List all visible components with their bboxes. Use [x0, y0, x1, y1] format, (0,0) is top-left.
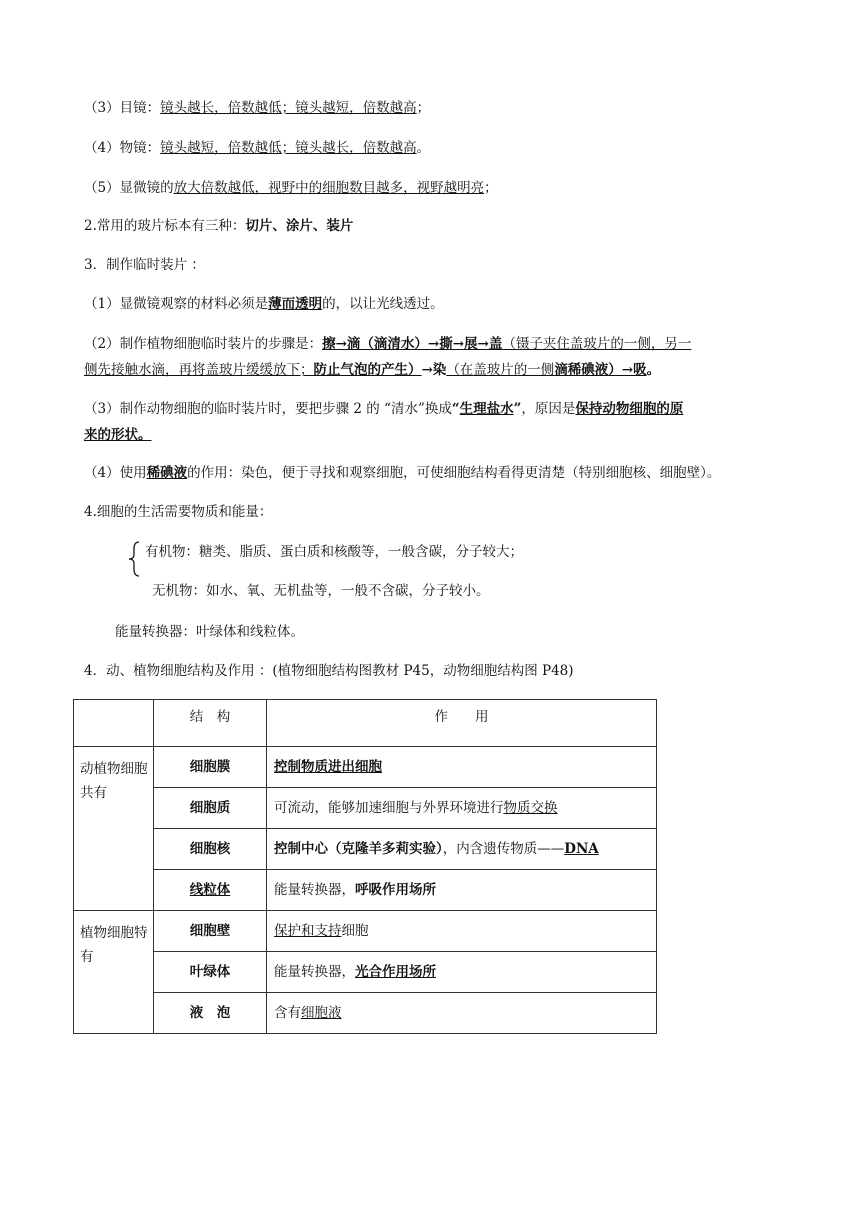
table-header-structure	[154, 700, 267, 747]
underlined-text: 物质交换	[503, 800, 558, 816]
bold-underlined-text: 保持动物细胞的原	[575, 401, 684, 417]
text: （5）显微镜的	[84, 180, 174, 196]
text: ；	[416, 100, 431, 116]
underlined-text: （在盖玻片的一侧	[446, 362, 555, 378]
table-header-row	[74, 700, 657, 747]
bold-underlined-text: 薄而透明	[268, 296, 323, 312]
magnification-line	[84, 178, 498, 198]
text: 的，以让光线透过。	[322, 296, 444, 312]
step-4-line	[84, 463, 720, 483]
bold-underlined-text: 滴稀碘液）→吸	[554, 362, 647, 378]
header-label: 作 用	[434, 709, 489, 725]
function-cell	[267, 952, 657, 993]
organic-matter-line	[145, 542, 523, 562]
step-2-continued-line	[84, 360, 660, 380]
bold-underlined-text: 光合作用场所	[355, 964, 436, 980]
text: （4）物镜：	[84, 140, 161, 156]
bold-underlined-text: 擦→滴（滴清水）→撕→展→盖	[322, 336, 503, 352]
text: 4．动、植物细胞结构及作用 ：(植物细胞结构图教材 P45，动物细胞结构图 P48)	[84, 663, 574, 679]
energy-converter-line	[115, 622, 304, 642]
bold-text: 控制中心（克隆羊多莉实验）	[274, 841, 443, 857]
function-cell	[267, 788, 657, 829]
bold-text: ”	[513, 401, 522, 417]
structure-name: 细胞壁	[189, 923, 231, 939]
header-label: 结 构	[189, 709, 231, 725]
structure-name: 细胞膜	[189, 759, 231, 775]
text: （3）目镜：	[84, 100, 161, 116]
function-cell	[267, 747, 657, 788]
text: 能量转换器：叶绿体和线粒体。	[115, 624, 304, 640]
text: （1）显微镜观察的材料必须是	[84, 296, 269, 312]
text: （4）使用	[84, 465, 147, 481]
cell-structure-heading	[84, 661, 574, 681]
bold-underlined-text: 生理盐水	[459, 401, 514, 417]
group-text: 植物细胞特有	[80, 925, 148, 965]
table-row	[74, 870, 657, 911]
table-row	[74, 788, 657, 829]
group-text: 动植物细胞共有	[80, 761, 148, 801]
underlined-text: 镜头越短，倍数越低；镜头越长，倍数越高	[160, 140, 417, 156]
structure-name: 细胞质	[189, 800, 231, 816]
text: 。	[646, 362, 661, 378]
bold-text: 切片、涂片、装片	[245, 218, 354, 234]
table-row	[74, 747, 657, 788]
inorganic-matter-line	[152, 581, 490, 601]
underlined-text: 放大倍数越低，视野中的细胞数目越多，视野越明亮	[173, 180, 485, 196]
text: 能量转换器，	[274, 964, 355, 980]
text: ，原因是	[521, 401, 576, 417]
slide-types-line	[84, 216, 353, 236]
structure-name: 细胞核	[189, 841, 231, 857]
bold-underlined-text: 控制物质进出细胞	[274, 759, 382, 775]
structure-name: 线粒体	[189, 882, 231, 898]
group-label-shared	[74, 747, 154, 911]
step-3-continued-line	[84, 425, 152, 445]
curly-brace-icon	[128, 541, 140, 577]
text: ；	[484, 180, 498, 196]
underlined-text: 细胞液	[301, 1005, 342, 1021]
structure-cell	[154, 993, 267, 1034]
step-2-line	[84, 334, 691, 354]
underlined-text: 侧先接触水滴，再将盖玻片缓缓放下；	[84, 362, 314, 378]
structure-name: 液 泡	[189, 1005, 231, 1021]
function-cell	[267, 993, 657, 1034]
table-header-empty	[74, 700, 154, 747]
text: 4.细胞的生活需要物质和能量：	[84, 504, 273, 520]
structure-cell	[154, 870, 267, 911]
text: （3）制作动物细胞的临时装片时，要把步骤 2 的 “清水”换成	[84, 401, 452, 417]
text: 有机物：糖类、脂质、蛋白质和核酸等，一般含碳，分子较大；	[145, 544, 523, 560]
function-cell	[267, 870, 657, 911]
structure-cell	[154, 788, 267, 829]
table-row	[74, 911, 657, 952]
table-row	[74, 993, 657, 1034]
function-cell	[267, 911, 657, 952]
text: 细胞	[341, 923, 369, 939]
bold-underlined-text: 防止气泡的产生）	[313, 362, 422, 378]
group-label-plant-only	[74, 911, 154, 1034]
text: 能量转换器，	[274, 882, 355, 898]
text: 无机物：如水、氧、无机盐等，一般不含碳，分子较小。	[152, 583, 490, 599]
section-heading-temporary-slide	[84, 255, 205, 275]
text: （2）制作植物细胞临时装片的步骤是：	[84, 336, 323, 352]
bold-underlined-text: 稀碘液	[146, 465, 188, 481]
structure-name: 叶绿体	[189, 964, 231, 980]
structure-cell	[154, 911, 267, 952]
bold-underlined-text: DNA	[564, 841, 599, 857]
cell-structure-table	[73, 699, 657, 1034]
table-row	[74, 952, 657, 993]
text: 含有	[274, 1005, 301, 1021]
text: 的作用：染色，便于寻找和观察细胞，可使细胞结构看得更清楚（特别细胞核、细胞壁）。	[187, 465, 721, 481]
step-3-line	[84, 399, 683, 419]
structure-cell	[154, 829, 267, 870]
text: 3．制作临时装片 ：	[84, 257, 205, 273]
table-row	[74, 829, 657, 870]
underlined-text: （镊子夹住盖玻片的一侧，另一	[502, 336, 692, 352]
eyepiece-line	[84, 98, 430, 118]
underlined-text: 保护和支持	[274, 923, 342, 939]
bold-text: “	[451, 401, 460, 417]
matter-energy-heading	[84, 502, 272, 522]
table-header-function	[267, 700, 657, 747]
bold-text: →染	[421, 362, 447, 378]
text: 2.常用的玻片标本有三种：	[84, 218, 246, 234]
step-1-line	[84, 294, 444, 314]
bold-underlined-text: 来的形状。	[84, 427, 152, 443]
function-cell	[267, 829, 657, 870]
text: 。	[416, 140, 431, 156]
text: ，内含遗传物质——	[442, 841, 565, 857]
bold-text: 呼吸作用场所	[355, 882, 436, 898]
objective-line	[84, 138, 430, 158]
text: 可流动，能够加速细胞与外界环境进行	[274, 800, 504, 816]
underlined-text: 镜头越长，倍数越低；镜头越短，倍数越高	[160, 100, 417, 116]
structure-cell	[154, 747, 267, 788]
structure-cell	[154, 952, 267, 993]
